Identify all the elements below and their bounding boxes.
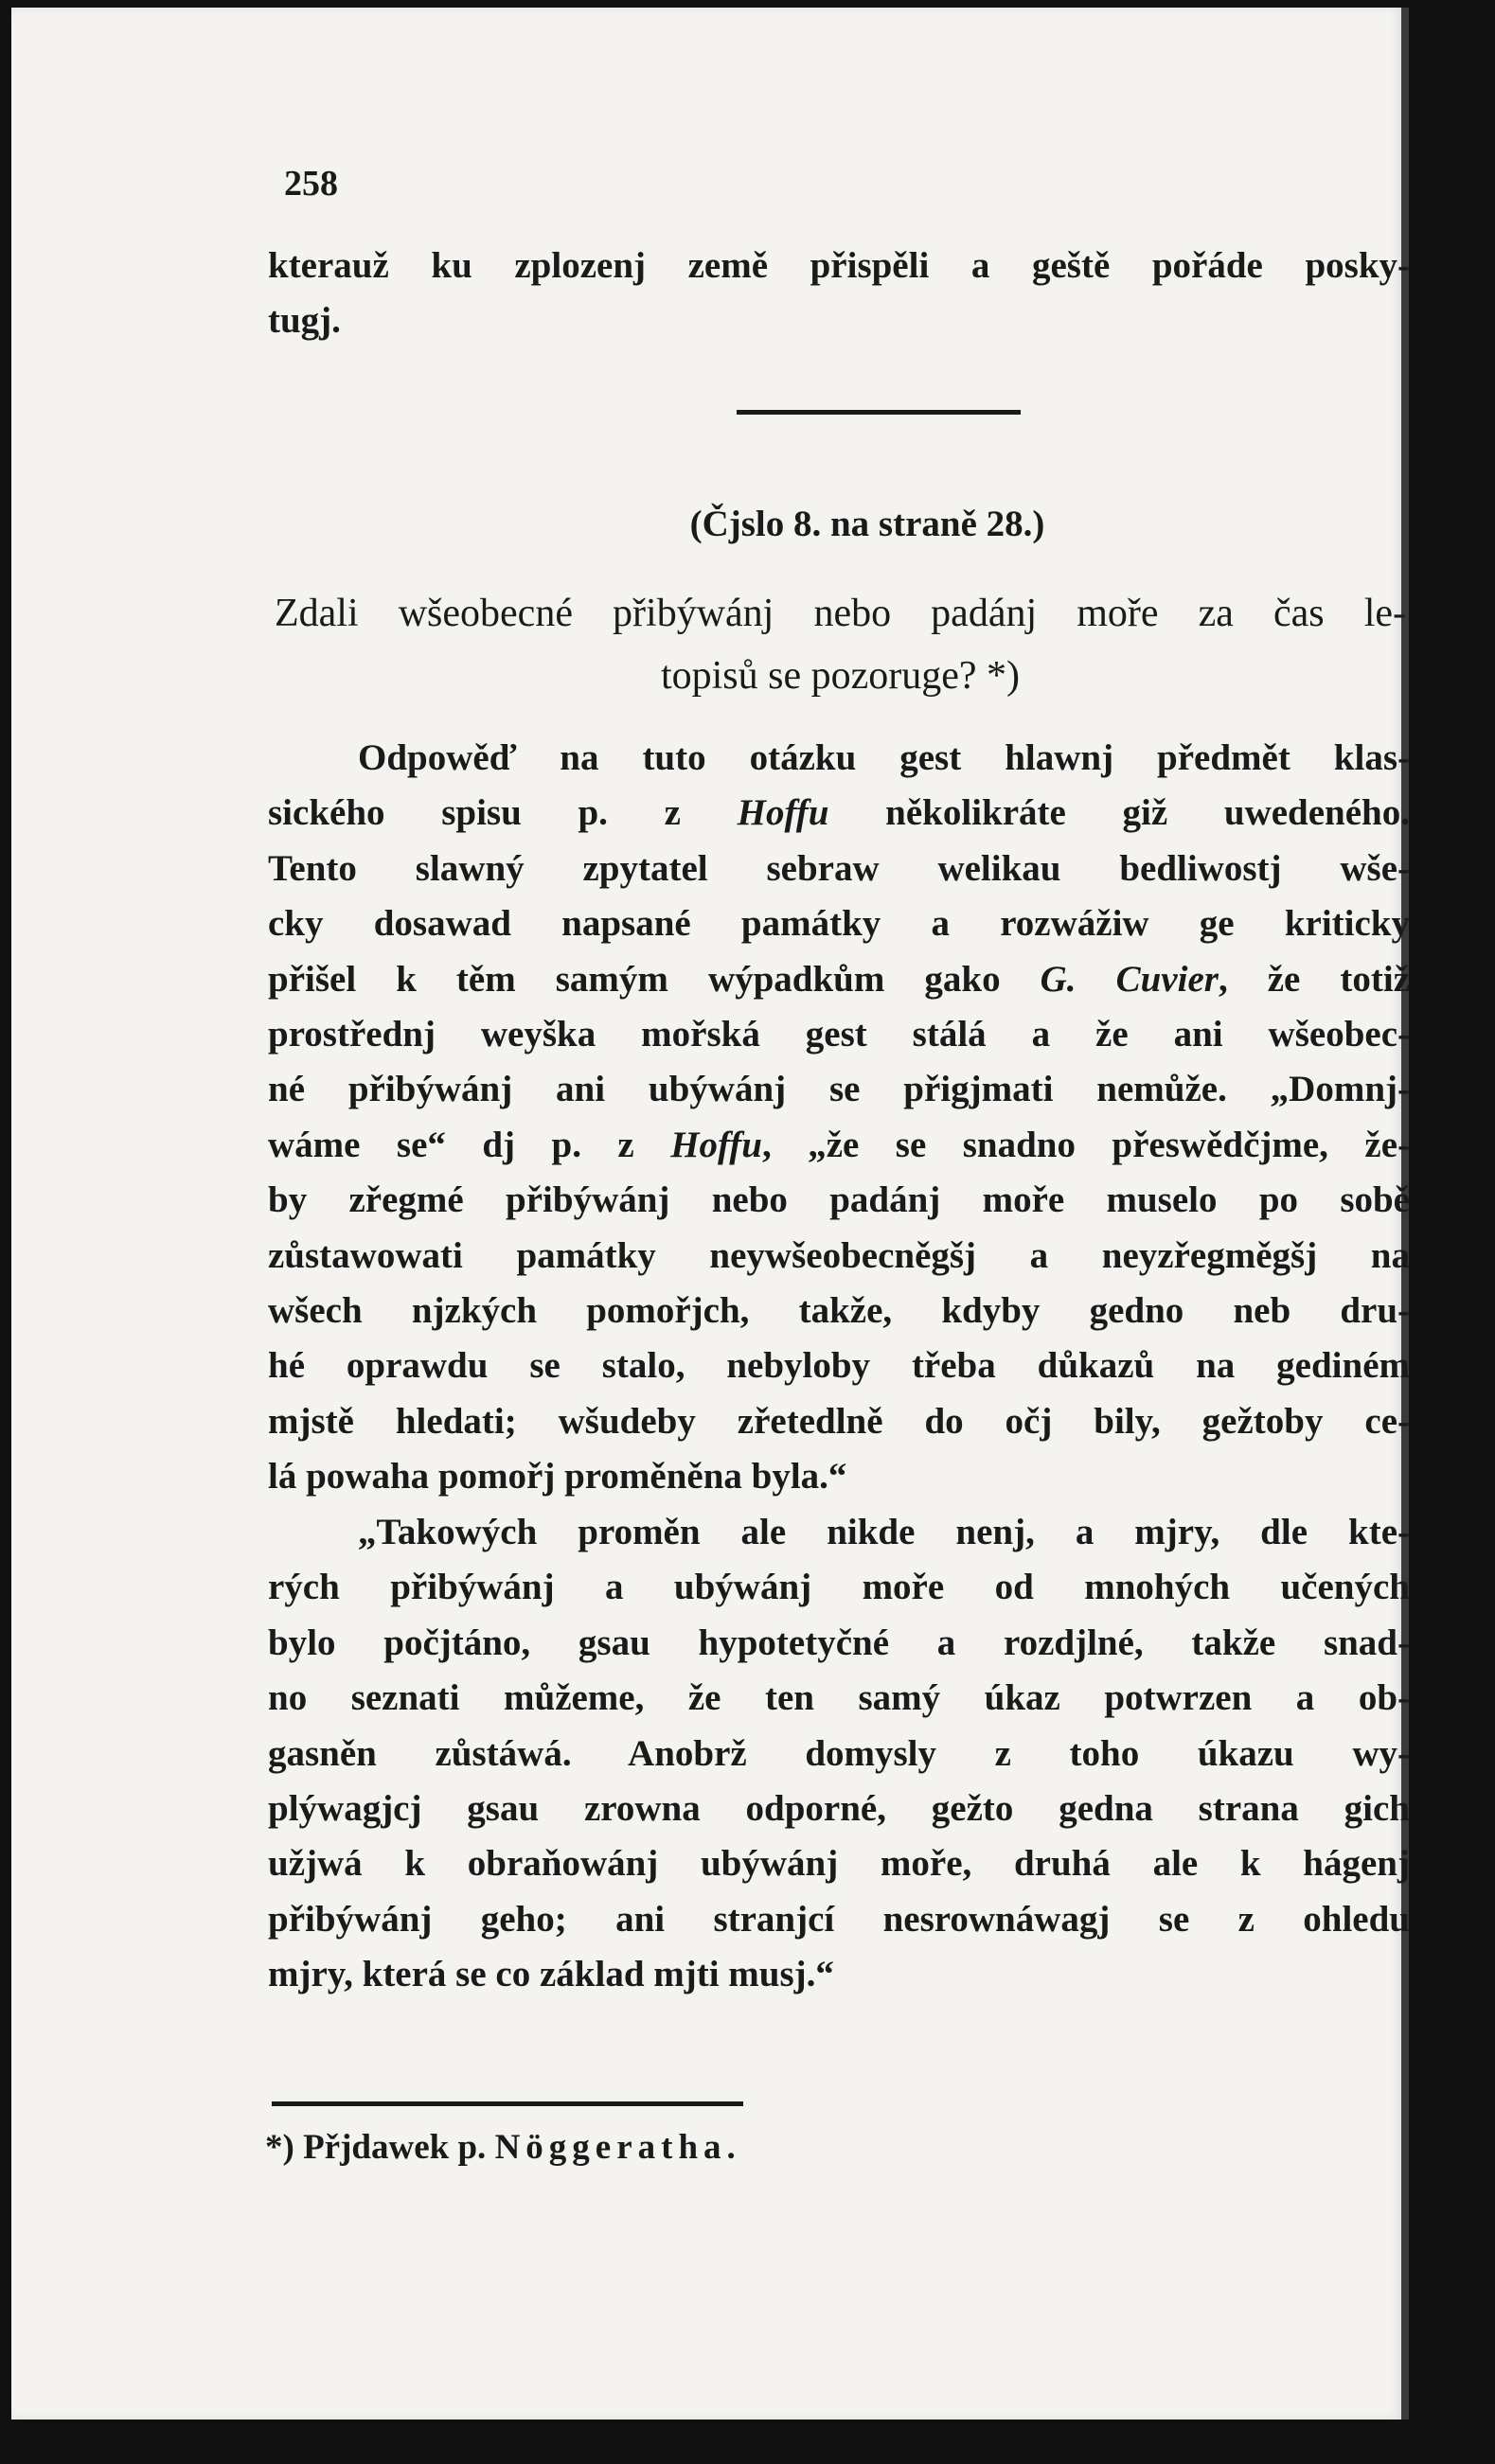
text-line: přišel k těm samým wýpadkům gako G. Cuvier, že totiž xyxy=(268,958,1411,1000)
carryover-text xyxy=(268,239,1410,349)
text-line: by zřegmé přibýwánj nebo padánj moře muselo po sobě xyxy=(268,1179,1410,1221)
text-line: bylo počjtáno, gsau hypotetyčné a rozdjlné, takže snad- xyxy=(268,1622,1410,1663)
heading-line: Zdali wšeobecné přibýwánj nebo padánj moře za čas le- xyxy=(275,592,1406,635)
text-line: plýwagjcj gsau zrowna odporné, gežto gedna strana gich xyxy=(268,1788,1410,1830)
text-line: mjry, která se co základ mjti musj.“ xyxy=(268,1954,834,1995)
text-line: užjwá k obraňowánj ubýwánj moře, druhá ale k hágenj xyxy=(268,1843,1410,1885)
text-line: Tento slawný zpytatel sebraw welikau bedliwostj wše- xyxy=(268,847,1410,889)
section-reference: (Čjslo 8. na straně 28.) xyxy=(689,504,1045,544)
paragraph-2 xyxy=(268,1505,1410,2003)
section-heading xyxy=(275,582,1406,707)
text-line: Odpowěď na tuto otázku gest hlawnj předmět klas- xyxy=(358,737,1410,778)
heading-line: topisů se pozoruge? *) xyxy=(660,654,1021,698)
text-line: no seznati můžeme, že ten samý úkaz potwrzen a ob- xyxy=(268,1677,1410,1719)
text-line: cky dosawad napsané památky a rozwážiw ge kriticky xyxy=(268,903,1410,945)
section-rule xyxy=(737,410,1021,415)
text-line: gasněn zůstáwá. Anobrž domysly z toho úkazu wy- xyxy=(268,1732,1410,1774)
footnote-text: Přjdawek p. xyxy=(303,2128,487,2167)
text-line: wáme se“ dj p. z Hoffu, „že se snadno přeswědčjme, že- xyxy=(268,1124,1410,1165)
text-line: mjstě hledati; wšudeby zřetedlně do očj bily, gežtoby ce- xyxy=(268,1400,1410,1442)
text-line: tugj. xyxy=(268,300,341,342)
footnote xyxy=(265,2120,1117,2175)
text-line: rých přibýwánj a ubýwánj moře od mnohých učených xyxy=(268,1567,1410,1608)
paragraph-1 xyxy=(268,731,1410,1505)
text-line: prostřednj weyška mořská gest stálá a že ani wšeobec- xyxy=(268,1014,1410,1055)
text-line: zůstawowati památky neywšeobecněgšj a neyzřegměgšj na xyxy=(268,1234,1410,1276)
footnote-marker: *) xyxy=(265,2128,294,2167)
page-number: 258 xyxy=(284,164,338,204)
footnote-rule xyxy=(272,2101,743,2106)
footnote-name: Nöggeratha. xyxy=(494,2128,741,2167)
text-line: přibýwánj geho; ani stranjcí nesrownáwagj se z ohledu xyxy=(268,1898,1410,1940)
text-line: lá powaha pomořj proměněna byla.“ xyxy=(268,1456,847,1498)
text-line: „Takowých proměn ale nikde nenj, a mjry, dle kte- xyxy=(358,1512,1410,1552)
text-line: hé oprawdu se stalo, nebyloby třeba důkazů na gediném xyxy=(268,1345,1410,1387)
text-line: wšech njzkých pomořjch, takže, kdyby gedno neb dru- xyxy=(268,1290,1410,1332)
text-line: kterauž ku zplozenj země přispěli a geště pořáde posky- xyxy=(268,245,1410,286)
text-line: né přibýwánj ani ubýwánj se přigjmati nemůže. „Domnj- xyxy=(268,1069,1410,1110)
text-line: sického spisu p. z Hoffu několikráte giž uwedeného. xyxy=(268,792,1410,834)
